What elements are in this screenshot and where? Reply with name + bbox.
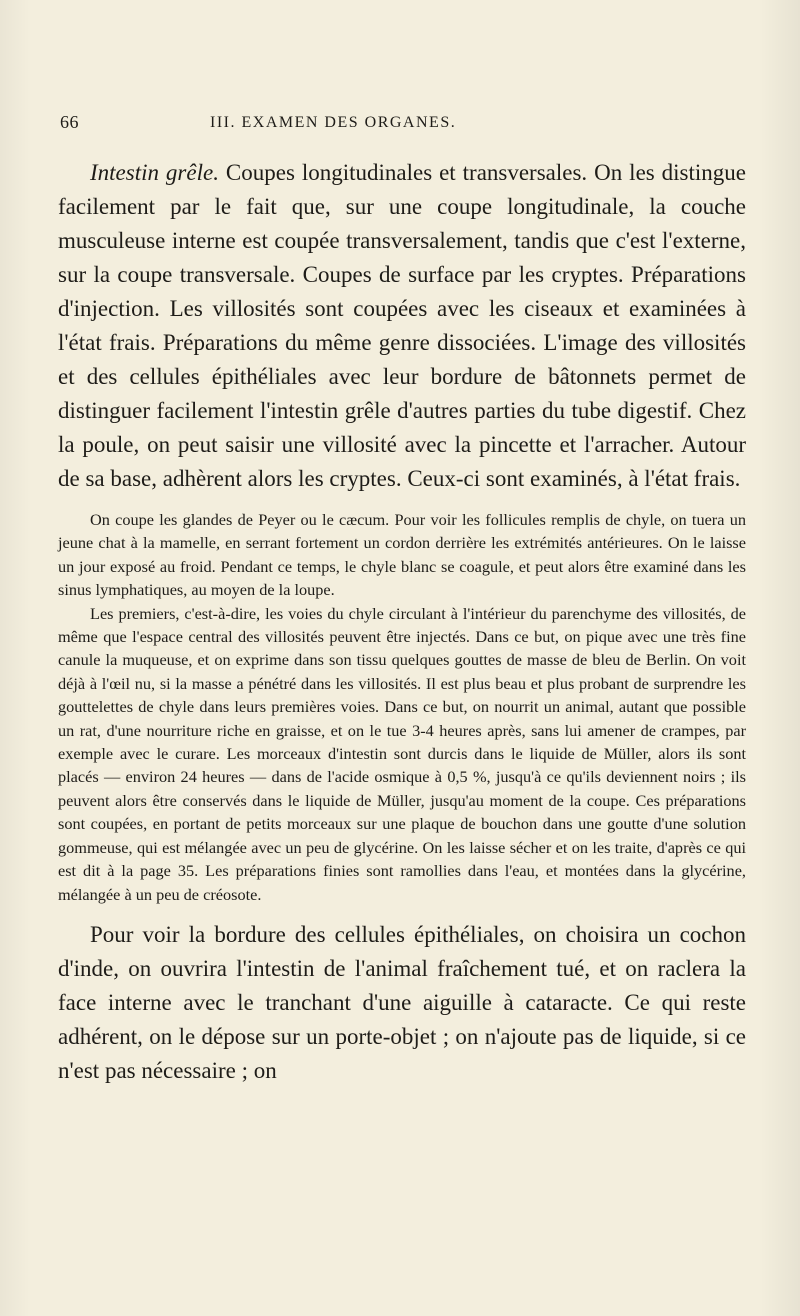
body-text — [58, 156, 746, 1088]
page-number: 66 — [60, 112, 79, 132]
paragraph-text: Coupes longitudinales et transversales. On les distingue facilement par le fait que, sur une coupe longitudinale, la couche musculeuse interne est coupée transversalement, tandis que c'est l'externe, sur la coupe transversale. Coupes de surface par les cryptes. Préparations d'injection. Les villosités sont coupées avec les ciseaux et examinées à l'état frais. Préparations du même genre dissociées. L'image des villosités et des cellules épithéliales avec leur bordure de bâtonnets permet de distinguer facilement l'intestin grêle d'autres parties du tube digestif. Chez la poule, on peut saisir une villosité avec la pincette et l'arracher. Autour de sa base, adhèrent alors les cryptes. Ceux-ci sont examinés, à l'état frais. — [58, 160, 746, 491]
paragraph-bordure-cellules: Pour voir la bordure des cellules épithéliales, on choisira un cochon d'inde, on ouvrira l'intestin de l'animal fraîchement tué, et on raclera la face interne avec le tranchant d'une aiguille à cataracte. Ce qui reste adhérent, on le dépose sur un porte-objet ; on n'ajoute pas de liquide, si ce n'est pas nécessaire ; on — [58, 921, 746, 1083]
paragraph-glandes-peyer: On coupe les glandes de Peyer ou le cæcum. Pour voir les follicules remplis de chyle, on tuera un jeune chat à la mamelle, en serrant fortement un cordon derrière les extrémités antérieures. On le laisse un jour exposé au froid. Pendant ce temps, le chyle blanc se coagule, et peut alors être examiné dans les sinus lymphatiques, au moyen de la loupe. — [58, 510, 746, 600]
section-lead-italic: Intestin grêle. — [90, 160, 219, 185]
small-print-block — [58, 508, 746, 906]
running-head: III. EXAMEN DES ORGANES. — [210, 114, 457, 131]
paragraph-voies-chyle: Les premiers, c'est-à-dire, les voies du chyle circulant à l'intérieur du parenchyme des villosités, de même que l'espace central des villosités peuvent être injectés. Dans ce but, on pique avec une très fine canule la muqueuse, et on exprime dans son tissu quelques gouttes de masse de bleu de Berlin. On voit déjà à l'œil nu, si la masse a pénétré dans les villosités. Il est plus beau et plus probant de surprendre les gouttelettes de chyle dans leurs premières voies. Dans ce but, on nourrit un animal, autant que possible un rat, d'une nourriture riche en graisse, et on le tue 3-4 heures après, sans lui amener de crampes, par exemple avec le curare. Les morceaux d'intestin sont durcis dans le liquide de Müller, alors ils sont placés — environ 24 heures — dans de l'acide osmique à 0,5 %, jusqu'à ce qu'ils deviennent noirs ; ils peuvent alors être conservés dans le liquide de Müller, jusqu'au moment de la coupe. Ces préparations sont coupées, en portant de petits morceaux sur une plaque de bouchon dans une goutte d'une solution gommeuse, qui est mélangée avec un peu de glycérine. On les laisse sécher et on les traite, d'après ce qui est dit à la page 35. Les préparations finies sont ramollies dans l'eau, et montées dans la glycérine, mélangée à un peu de créosote. — [58, 603, 746, 904]
paragraph-intestin-grele — [58, 156, 746, 496]
page-header — [60, 112, 750, 136]
